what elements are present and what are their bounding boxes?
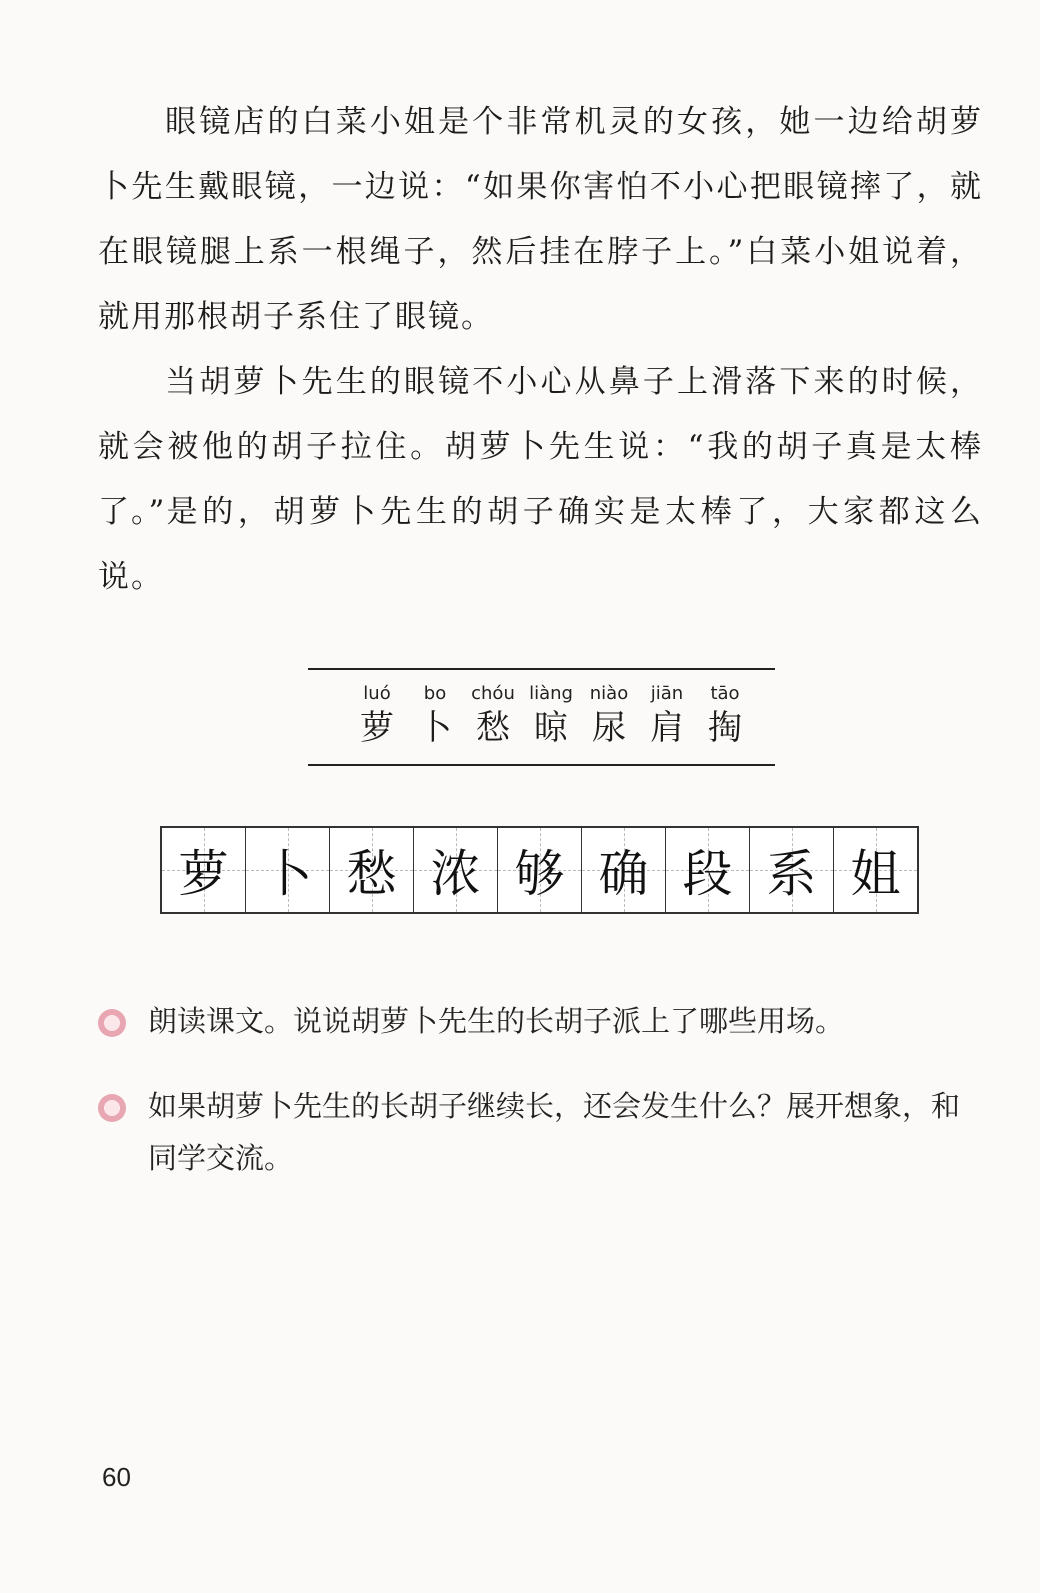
vocab-item [696,682,754,750]
grid-cell [497,828,581,912]
grid-character: 系 [766,845,817,903]
story-paragraph-1 [98,90,983,350]
grid-cell [329,828,413,912]
vocab-item [406,682,464,750]
pinyin: bo [423,683,447,704]
pinyin: jiān [650,683,684,704]
vocab-item [522,682,580,750]
pinyin: tāo [710,683,740,704]
pinyin: liàng [529,683,573,704]
pinyin: chóu [471,683,515,704]
grid-character: 卜 [262,845,313,903]
hanzi: 晾 [534,708,568,748]
grid-character: 浓 [430,845,481,903]
vocab-item [464,682,522,750]
exercise-item-2 [98,1080,988,1184]
paragraph-text: 是的，胡萝卜先生的胡子确实是太棒了，大家都这么说。 [98,494,983,595]
pinyin: luó [363,683,391,704]
exercise-text: 如果胡萝卜先生的长胡子继续长，还会发生什么？展开想象，和同学交流。 [148,1089,961,1175]
grid-cell [162,828,245,912]
grid-character: 够 [514,845,565,903]
hanzi: 愁 [476,708,510,748]
story-paragraph-3 [98,480,983,610]
grid-cell [749,828,833,912]
grid-character: 段 [682,845,733,903]
vocab-item [638,682,696,750]
vocab-row [348,682,754,750]
vocab-item [348,682,406,750]
grid-character: 愁 [346,845,397,903]
grid-cell [245,828,329,912]
grid-character: 萝 [178,845,229,903]
grid-cell [413,828,497,912]
vocab-item [580,682,638,750]
paragraph-text: 当胡萝卜先生的眼镜不小心从鼻子上滑落下来的时候，就会被他的胡子拉住。胡萝卜先生说：“我的胡子真是太棒了。” [98,364,983,530]
grid-character: 姐 [850,845,901,903]
hanzi: 尿 [592,708,626,748]
pinyin: niào [589,683,629,704]
divider-top [308,668,775,670]
page-number: 60 [102,1462,131,1492]
hanzi: 卜 [418,708,452,748]
grid-cell [833,828,917,912]
hanzi: 肩 [650,708,684,748]
grid-cell [581,828,665,912]
recognition-characters-box [308,668,775,768]
writing-characters-grid [160,826,919,914]
hanzi: 萝 [360,708,394,748]
flower-bullet-icon [98,1009,126,1037]
exercise-item-1 [98,995,988,1047]
hanzi: 掏 [708,708,742,748]
exercise-text: 朗读课文。说说胡萝卜先生的长胡子派上了哪些用场。 [148,1004,845,1038]
flower-bullet-icon [98,1094,126,1122]
divider-bottom [308,764,775,766]
paragraph-text: 眼镜店的白菜小姐是个非常机灵的女孩，她一边给胡萝卜先生戴眼镜，一边说：“如果你害怕不小心把眼镜摔了，就在眼镜腿上系一根绳子，然后挂在脖子上。”白菜小姐说着，就用那根胡子系住了眼镜。 [98,104,983,335]
grid-character: 确 [598,845,649,903]
grid-cell [665,828,749,912]
